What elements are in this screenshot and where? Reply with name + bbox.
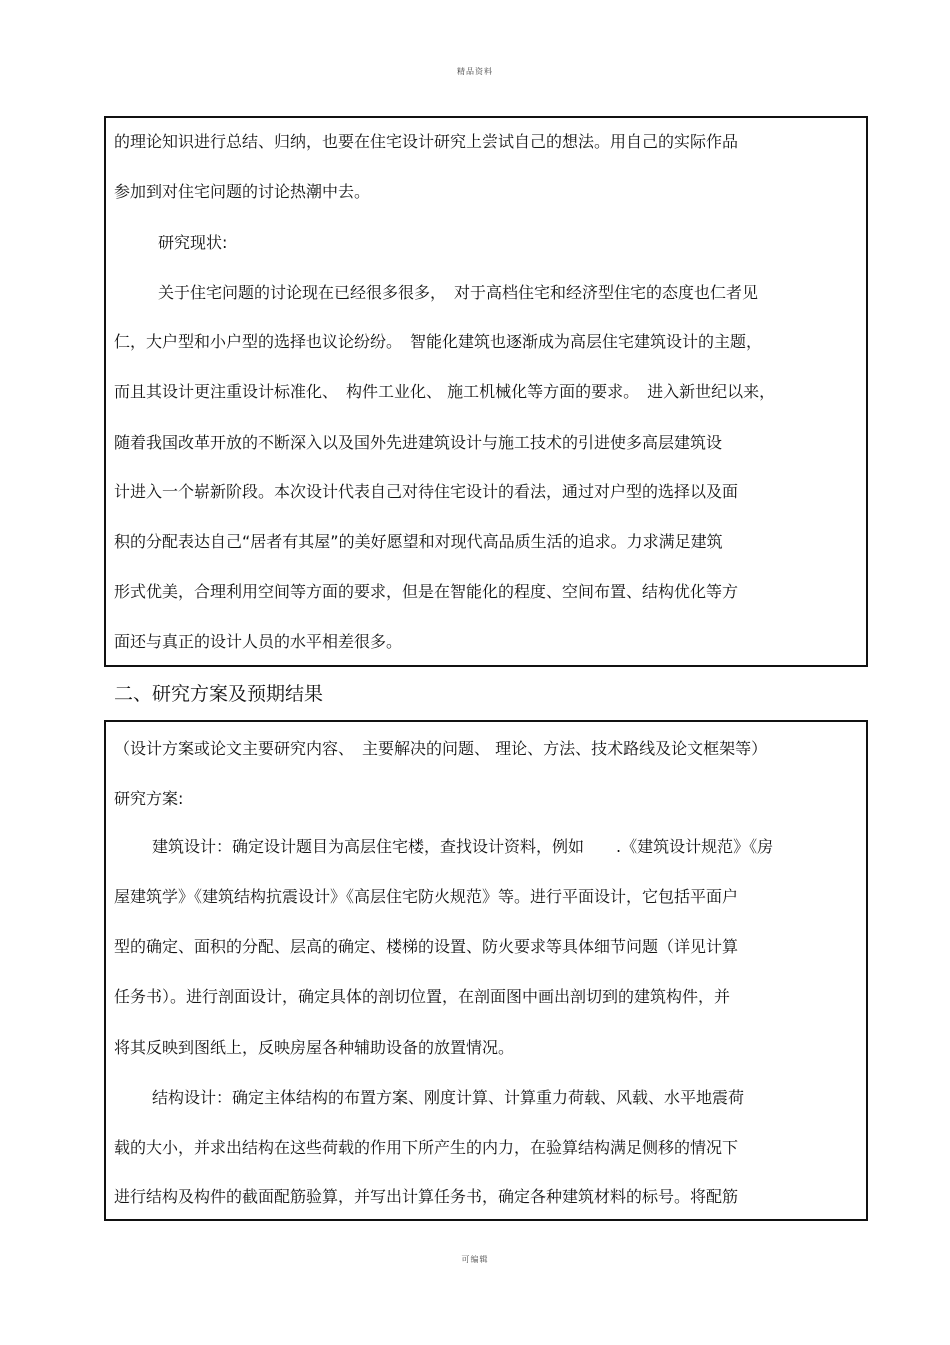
text-line: （设计方案或论文主要研究内容、 主要解决的问题、 理论、方法、技术路线及论文框架等） — [114, 739, 768, 758]
text-line: 面还与真正的设计人员的水平相差很多。 — [114, 632, 403, 651]
research-status-box — [104, 116, 868, 667]
text-line: 参加到对住宅问题的讨论热潮中去。 — [114, 182, 371, 201]
page-header-mark: 精品资料 — [457, 67, 493, 76]
text-line: 结构设计：确定主体结构的布置方案、刚度计算、计算重力荷载、风载、水平地震荷 — [152, 1088, 745, 1107]
text-line: 载的大小，并求出结构在这些荷载的作用下所产生的内力，在验算结构满足侧移的情况下 — [114, 1138, 739, 1157]
text-line: 计进入一个崭新阶段。本次设计代表自己对待住宅设计的看法，通过对户型的选择以及面 — [114, 482, 739, 501]
text-line: 建筑设计：确定设计题目为高层住宅楼，查找设计资料，例如 .《建筑设计规范》《房 — [152, 837, 774, 856]
text-line: 关于住宅问题的讨论现在已经很多很多， 对于高档住宅和经济型住宅的态度也仁者见 — [158, 283, 759, 302]
text-line: 进行结构及构件的截面配筋验算，并写出计算任务书，确定各种建筑材料的标号。将配筋 — [114, 1187, 739, 1206]
text-line: 任务书）。进行剖面设计，确定具体的剖切位置，在剖面图中画出剖切到的建筑构件，并 — [114, 987, 731, 1006]
text-line: 积的分配表达自己“居者有其屋”的美好愿望和对现代高品质生活的追求。力求满足建筑 — [114, 532, 723, 551]
page-footer-mark: 可编辑 — [461, 1255, 489, 1264]
research-plan-box — [104, 720, 868, 1221]
section-heading: 二、研究方案及预期结果 — [114, 683, 324, 705]
text-line: 随着我国改革开放的不断深入以及国外先进建筑设计与施工技术的引进使多高层建筑设 — [114, 433, 723, 452]
text-line: 研究现状: — [158, 233, 228, 252]
text-line: 研究方案: — [114, 789, 184, 808]
text-line: 而且其设计更注重设计标准化、 构件工业化、 施工机械化等方面的要求。 进入新世纪以来， — [114, 382, 776, 401]
text-line: 形式优美，合理利用空间等方面的要求，但是在智能化的程度、空间布置、结构优化等方 — [114, 582, 739, 601]
text-line: 仁，大户型和小户型的选择也议论纷纷。 智能化建筑也逐渐成为高层住宅建筑设计的主题， — [114, 332, 763, 351]
text-line: 的理论知识进行总结、归纳，也要在住宅设计研究上尝试自己的想法。用自己的实际作品 — [114, 132, 739, 151]
text-line: 型的确定、面积的分配、层高的确定、楼梯的设置、防火要求等具体细节问题（详见计算 — [114, 937, 739, 956]
text-line: 将其反映到图纸上，反映房屋各种辅助设备的放置情况。 — [114, 1038, 515, 1057]
text-line: 屋建筑学》《建筑结构抗震设计》《高层住宅防火规范》等。进行平面设计，它包括平面户 — [114, 887, 739, 906]
